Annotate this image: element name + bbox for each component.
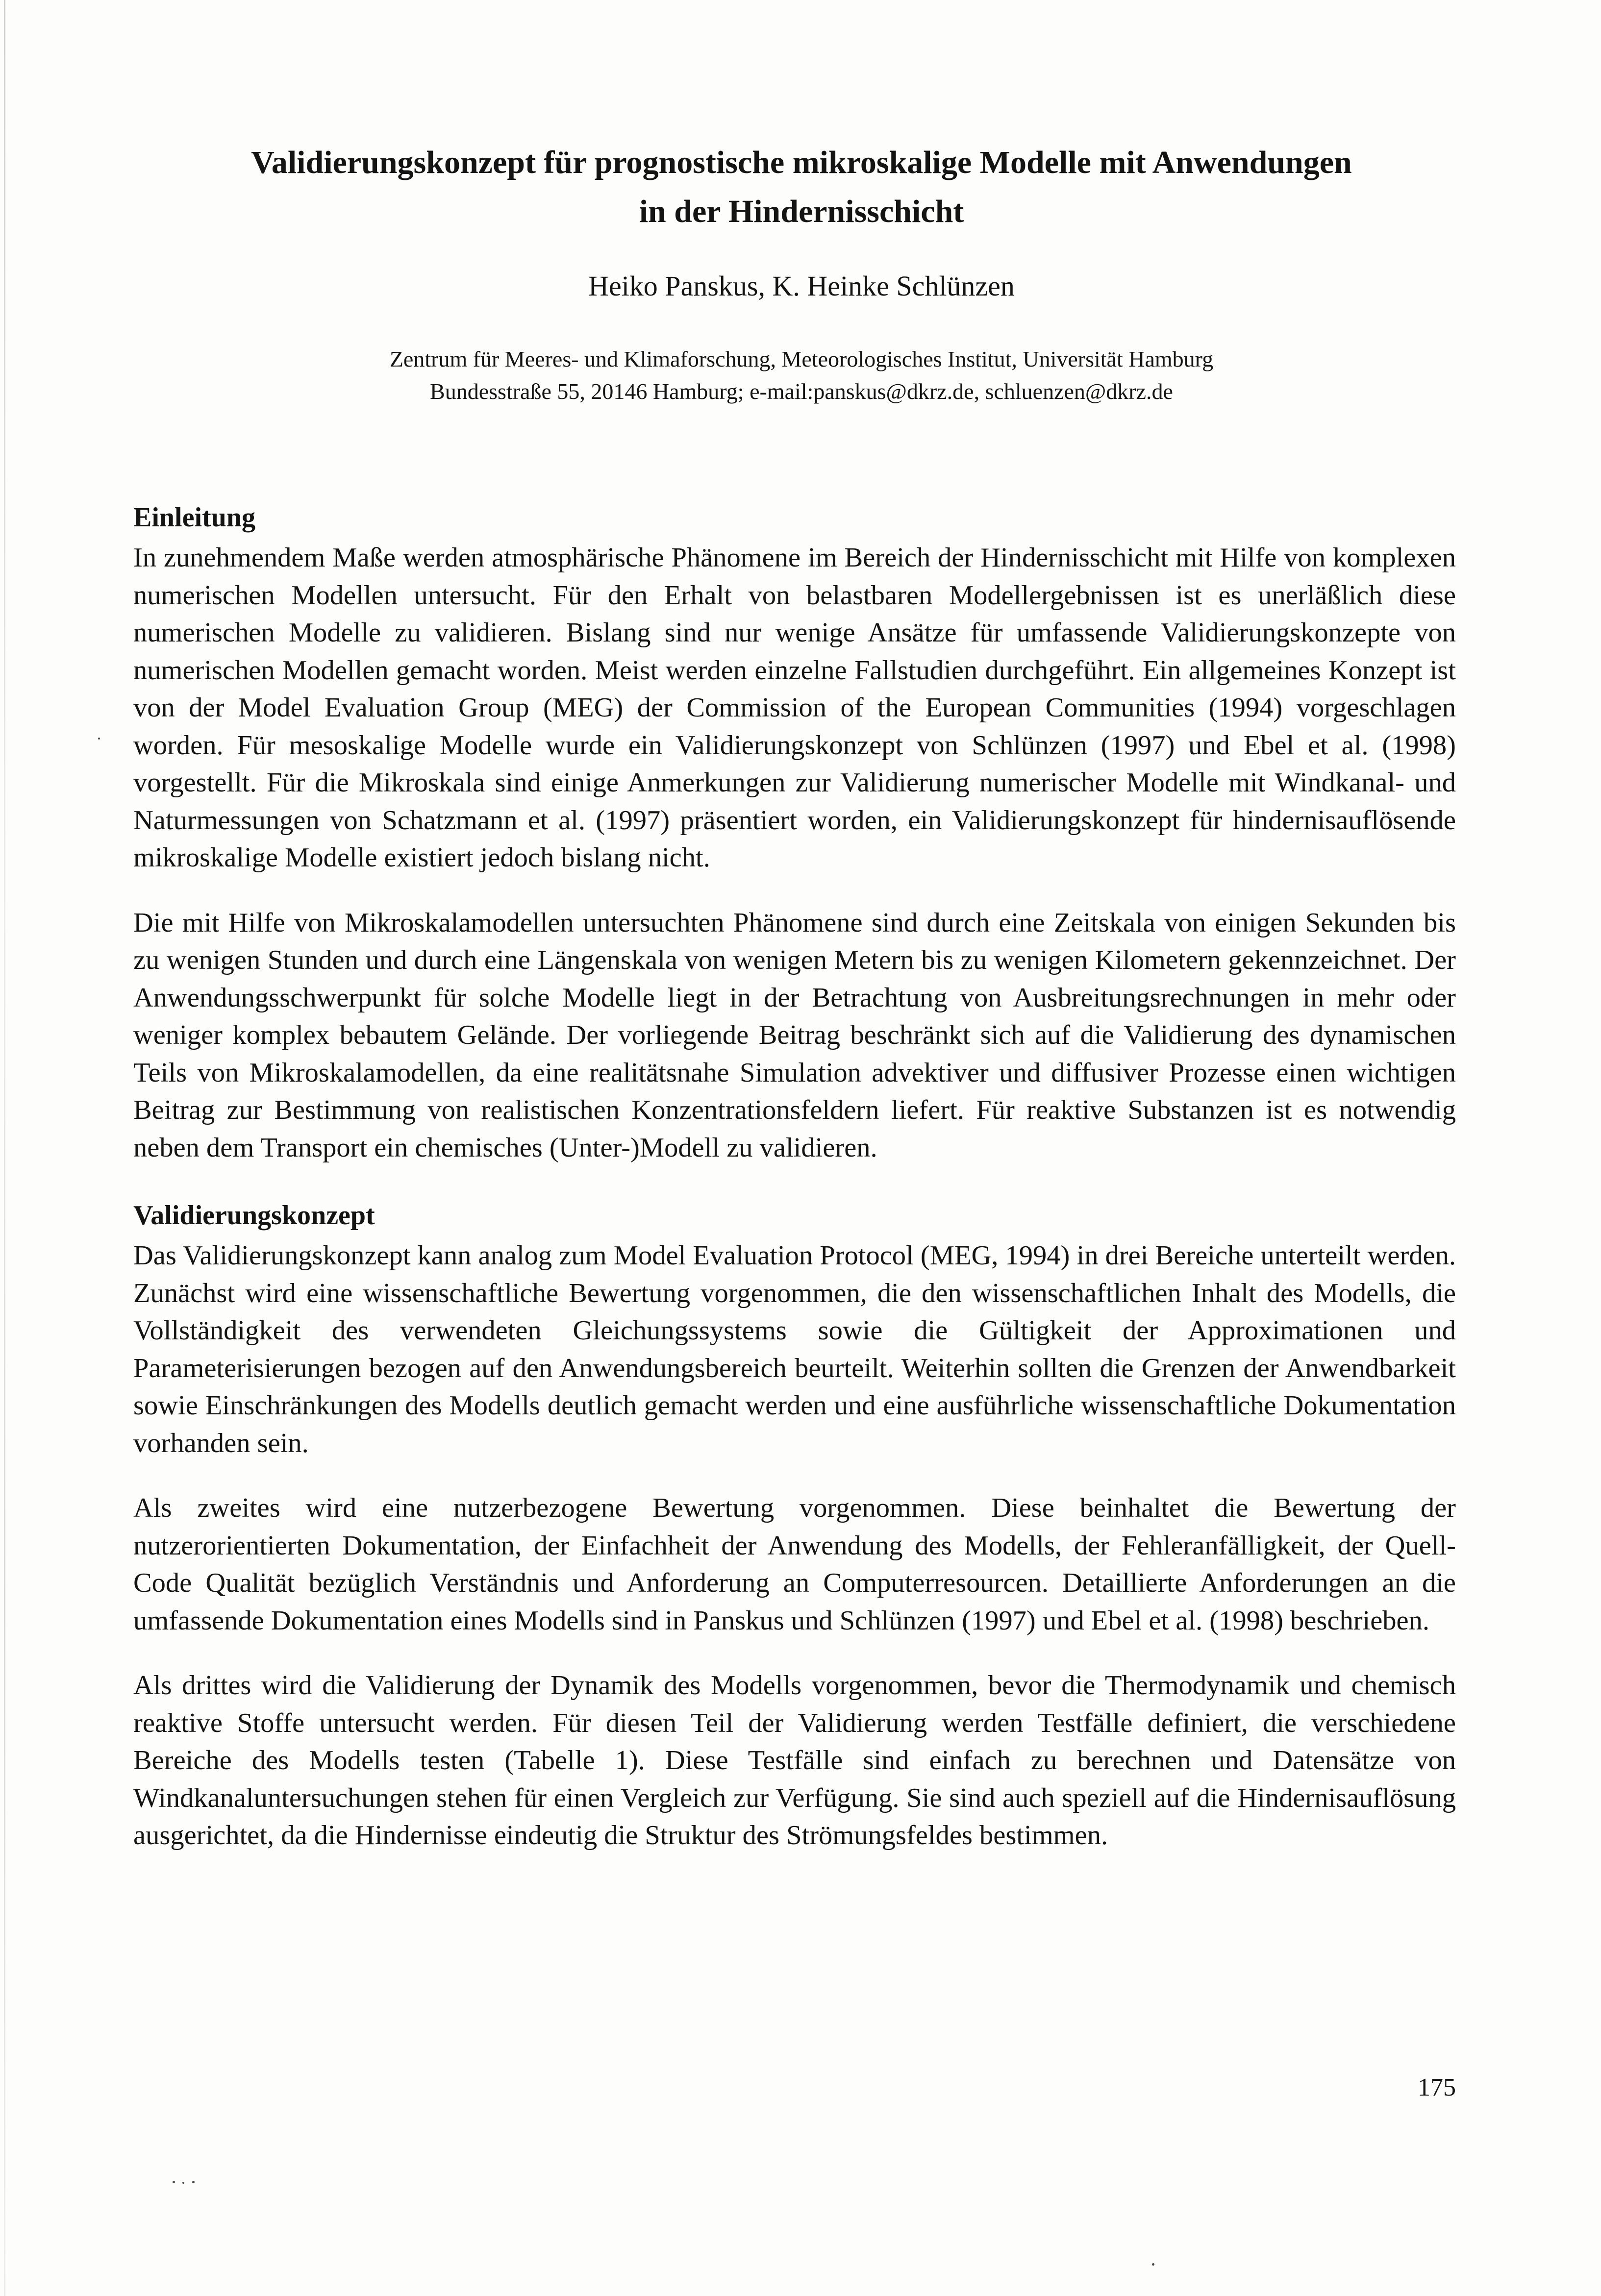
scan-speck [192,2181,195,2183]
body-text [133,499,1456,1854]
section-heading-validierungskonzept: Validierungskonzept [133,1200,375,1231]
scan-speck [98,738,100,740]
scan-speck [173,2181,175,2183]
paragraph: Als drittes wird die Validierung der Dynamik des Modells vorgenommen, bevor die Thermodynamik und chemisch reaktive Stoffe untersucht werden. Für diesen Teil der Validierung werden Testfälle definiert, die verschiedene Bereiche des Modells testen (Tabelle 1). Diese Testfälle sind einfach zu berechnen und Datensätze von Windkanaluntersuchungen stehen für einen Vergleich zur Verfügung. Sie sind auch speziell auf die Hindernisauflösung ausgerichtet, da die Hindernisse eindeutig die Struktur des Strömungsfeldes bestimmen. [133,1670,1456,1851]
page-number: 175 [1418,2074,1456,2101]
paper-title [127,138,1476,236]
affiliation-line-2: Bundesstraße 55, 20146 Hamburg; e-mail:panskus@dkrz.de, schluenzen@dkrz.de [430,379,1173,404]
section-heading-einleitung: Einleitung [133,502,255,533]
paragraph: Das Validierungskonzept kann analog zum Model Evaluation Protocol (MEG, 1994) in drei Bereiche unterteilt werden. Zunächst wird eine wissenschaftliche Bewertung vorgenommen, die den wissenschaftlichen Inhalt des Modells, die Vollständigkeit des verwendeten Gleichungssystems sowie die Gültigkeit der Approximationen und Parameterisierungen bezogen auf den Anwendungsbereich beurteilt. Weiterhin sollten die Grenzen der Anwendbarkeit sowie Einschränkungen des Modells deutlich gemacht werden und eine ausführliche wissenschaftliche Dokumentation vorhanden sein. [133,1240,1456,1458]
paragraph: Als zweites wird eine nutzerbezogene Bewertung vorgenommen. Diese beinhaltet die Bewertung der nutzerorientierten Dokumentation, der Einfachheit der Anwendung des Modells, der Fehleranfälligkeit, der Quell-Code Qualität bezüglich Verständnis und Anforderung an Computerresourcen. Detaillierte Anforderungen an die umfassende Dokumentation eines Modells sind in Panskus und Schlünzen (1997) und Ebel et al. (1998) beschrieben. [133,1493,1456,1636]
paragraph: Die mit Hilfe von Mikroskalamodellen untersuchten Phänomene sind durch eine Zeitskala von einigen Sekunden bis zu wenigen Stunden und durch eine Längenskala von wenigen Metern bis zu wenigen Kilometern gekennzeichnet. Der Anwendungsschwerpunkt für solche Modelle liegt in der Betrachtung von Ausbreitungsrechnungen in mehr oder weniger komplex bebautem Gelände. Der vorliegende Beitrag beschränkt sich auf die Validierung des dynamischen Teils von Mikroskalamodellen, da eine realitätsnahe Simulation advektiver und diffusiver Prozesse einen wichtigen Beitrag zur Bestimmung von realistischen Konzentrationsfeldern liefert. Für reaktive Substanzen ist es notwendig neben dem Transport ein chemisches (Unter-)Modell zu validieren. [133,907,1456,1163]
title-line-1: Validierungskonzept für prognostische mikroskalige Modelle mit Anwendungen [251,145,1352,180]
author-list: Heiko Panskus, K. Heinke Schlünzen [588,270,1015,302]
scan-speck [1152,2263,1154,2266]
affiliation [127,343,1476,408]
paragraph: In zunehmendem Maße werden atmosphärische Phänomene im Bereich der Hindernisschicht mit Hilfe von komplexen numerischen Modellen untersucht. Für den Erhalt von belastbaren Modellergebnissen ist es unerläßlich diese numerischen Modelle zu validieren. Bislang sind nur wenige Ansätze für umfassende Validierungskonzepte von numerischen Modellen gemacht worden. Meist werden einzelne Fallstudien durchgeführt. Ein allgemeines Konzept ist von der Model Evaluation Group (MEG) der Commission of the European Communities (1994) vorgeschlagen worden. Für mesoskalige Modelle wurde ein Validierungskonzept von Schlünzen (1997) und Ebel et al. (1998) vorgestellt. Für die Mikroskala sind einige Anmerkungen zur Validierung numerischer Modelle mit Windkanal- und Naturmessungen von Schatzmann et al. (1997) präsentiert worden, ein Validierungskonzept für hindernisauflösende mikroskalige Modelle existiert jedoch bislang nicht. [133,543,1456,873]
scan-speck [182,2182,184,2184]
scan-edge [4,0,5,2296]
affiliation-line-1: Zentrum für Meeres- und Klimaforschung, Meteorologisches Institut, Universität Hamburg [389,346,1214,371]
title-line-2: in der Hindernisschicht [639,194,964,229]
